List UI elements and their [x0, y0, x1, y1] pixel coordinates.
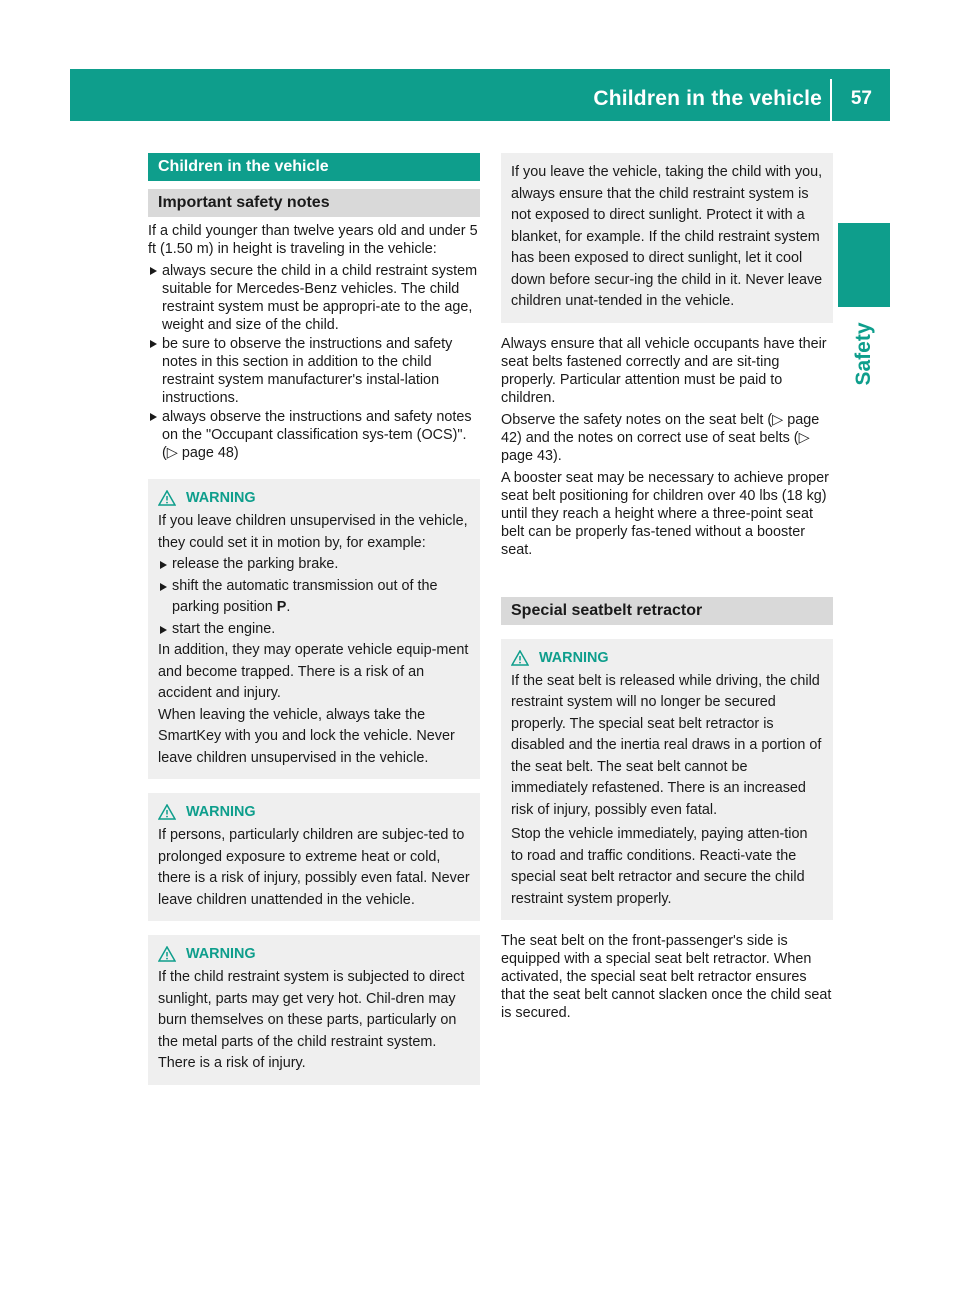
warning-title: WARNING: [186, 804, 256, 820]
list-item: [158, 576, 470, 619]
page-number: 57: [850, 88, 872, 109]
list-item: always observe the instructions and safety notes on the "Occupant classification sys-tem (OCS)". (▷ page 48): [148, 408, 480, 462]
right-column: [501, 153, 833, 1026]
page-header: [70, 69, 890, 121]
warning-box: [148, 479, 480, 779]
left-column: [148, 153, 480, 1085]
warning-title: WARNING: [186, 490, 256, 506]
warning-text: In addition, they may operate vehicle equip-ment and become trapped. There is a risk of an accident and injury.: [158, 642, 469, 701]
warning-title: WARNING: [539, 649, 609, 666]
warning-triangle-icon: [511, 650, 529, 666]
warning-heading: [158, 802, 470, 822]
warning-text: If you leave the vehicle, taking the child with you, always ensure that the child restraint system is not exposed to direct sunlight. Protect it with a blanket, for example. If the child restraint system has been exposed to direct sunlight, let it cool down before secur-ing the child in it. Never leave children unat-tended in the vehicle.: [511, 164, 823, 309]
warning-text: If you leave children unsupervised in the vehicle, they could set it in motion by, for example:: [158, 513, 468, 551]
side-label: [840, 314, 888, 394]
body-paragraph: A booster seat may be necessary to achieve proper seat belt positioning for children over 40 lbs (18 kg) until they reach a height where a three-point seat belt can be properly fas-tened without a booster seat.: [501, 469, 829, 558]
body-block: [501, 335, 833, 559]
side-label-text: Safety: [852, 322, 875, 386]
body-paragraph: Always ensure that all vehicle occupants have their seat belts fastened correctly and are sit-ting properly. Particular attention must be paid to children.: [501, 335, 827, 406]
warning-heading: [158, 488, 470, 508]
list-item: release the parking brake.: [158, 554, 470, 576]
warning-text: If the seat belt is released while driving, the child restraint system will no longer be secured properly. The special seat belt retractor is disabled and the inertia real draws in a portion of the seat belt. The seat belt cannot be immediately refastened. There is an increased risk of injury, possibly even fatal.: [511, 672, 822, 818]
warning-heading: [511, 648, 823, 668]
warning-box: [148, 793, 480, 921]
warning-title: WARNING: [186, 946, 256, 962]
warning-text: When leaving the vehicle, always take the SmartKey with you and lock the vehicle. Never leave children unsupervised in the vehicle.: [158, 706, 455, 766]
intro-text: If a child younger than twelve years old and under 5 ft (1.50 m) in height is traveling in the vehicle:: [148, 223, 478, 257]
header-divider: [830, 79, 832, 121]
side-tab-marker: [838, 223, 890, 307]
warning-triangle-icon: [158, 946, 176, 962]
warning-continued-box: [501, 153, 833, 323]
list-item: always secure the child in a child restraint system suitable for Mercedes-Benz vehicles. The child restraint system must be appropri-ate to the age, weight and size of the child.: [148, 262, 480, 334]
list-item-text: shift the automatic transmission out of the parking position: [172, 577, 438, 615]
intro-block: [148, 222, 480, 462]
warning-bullets: [158, 554, 470, 640]
section-title: Children in the vehicle: [148, 153, 480, 181]
warning-box: [501, 639, 833, 921]
list-item: be sure to observe the instructions and safety notes in this section in addition to the child restraint system manufacturer's instal-lation instructions.: [148, 335, 480, 407]
warning-heading: [158, 944, 470, 964]
subsection-title: Special seatbelt retractor: [501, 597, 833, 625]
warning-text: If the child restraint system is subjected to direct sunlight, parts may get very hot. Chil-dren may burn themselves on these parts, particularly on the metal parts of the child restraint system. There is a risk of injury.: [158, 969, 465, 1071]
warning-text: Stop the vehicle immediately, paying atten-tion to road and traffic conditions. Reacti-vate the special seat belt retractor and secure the child restraint system properly.: [511, 826, 808, 907]
header-title: Children in the vehicle: [593, 87, 822, 110]
body-paragraph: The seat belt on the front-passenger's side is equipped with a special seat belt retractor. When activated, the special seat belt retractor ensures that the seat belt cannot slacken once the child seat is secured.: [501, 933, 832, 1021]
intro-bullets: [148, 262, 480, 462]
warning-triangle-icon: [158, 490, 176, 506]
park-position-letter: P: [276, 599, 287, 615]
list-item: start the engine.: [158, 619, 470, 641]
list-item-suffix: .: [286, 599, 291, 615]
body-paragraph: Observe the safety notes on the seat belt (▷ page 42) and the notes on correct use of seat belts (▷ page 43).: [501, 411, 820, 464]
warning-triangle-icon: [158, 804, 176, 820]
body-block: [501, 932, 833, 1022]
warning-text: If persons, particularly children are subjec-ted to prolonged exposure to extreme heat or cold, there is a risk of injury, possibly even fatal. Never leave children unattended in the vehicle.: [158, 827, 470, 908]
subsection-title: Important safety notes: [148, 189, 480, 217]
warning-box: [148, 935, 480, 1085]
